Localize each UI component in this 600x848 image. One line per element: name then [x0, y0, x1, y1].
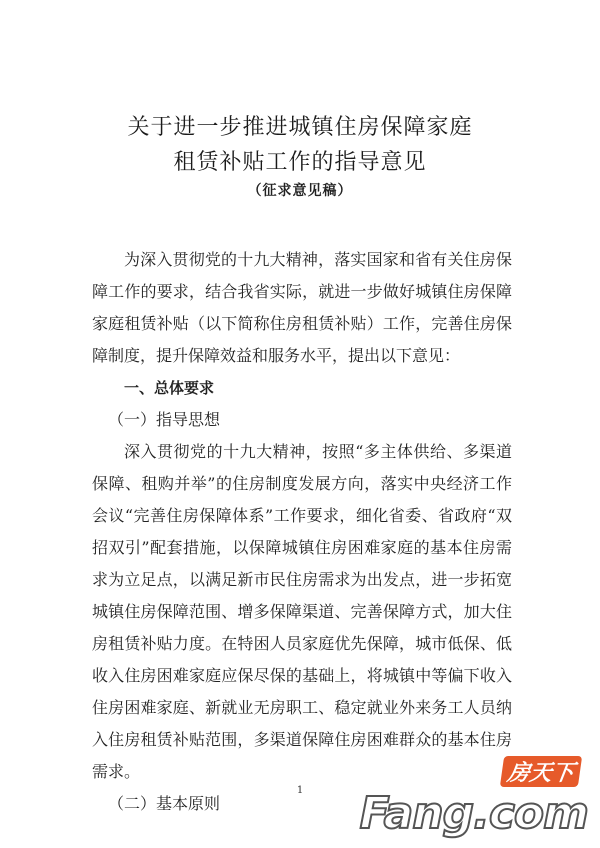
section-1-heading: 一、总体要求 [124, 379, 215, 397]
subsection-1-heading: （一）指导思想 [108, 410, 221, 429]
watermark-chinese-logo: 房天下 [500, 756, 582, 787]
subsection-1-paragraph: 深入贯彻党的十九大精神，按照“多主体供给、多渠道保障、租购并举”的住房制度发展方向，落实中央经济工作会议“完善住房保障体系”工作要求，细化省委、省政府“双招双引”配套措施，以保障城镇住房困难家庭的基本住房需求为立足点，以满足新市民住房需求为出发点，进一步拓宽城镇住房保障范围、增多保障渠道、完善保障方式，加大住房租赁补贴力度。在特困人员家庭优先保障，城市低保、低收入住房困难家庭应保尽保的基础上，将城镇中等偏下收入住房困难家庭、新就业无房职工、稳定就业外来务工人员纳入住房租赁补贴范围，多渠道保障住房困难群众的基本住房需求。 [92, 442, 512, 781]
document-subtitle: （征求意见稿） [247, 183, 353, 199]
document-body [92, 244, 512, 820]
intro-paragraph: 为深入贯彻党的十九大精神，落实国家和省有关住房保障工作的要求，结合我省实际，就进一步做好城镇住房保障家庭租赁补贴（以下简称住房租赁补贴）工作，完善住房保障制度，提升保障效益和服务水平，提出以下意见： [92, 250, 512, 365]
fang-com-watermark [359, 756, 588, 840]
document-title-line-2: 租赁补贴工作的指导意见 [173, 150, 427, 175]
subsection-2-heading: （二）基本原则 [108, 794, 221, 813]
page-number: 1 [296, 785, 304, 796]
watermark-english-logo: Fang.com [359, 788, 588, 839]
document-title-line-1: 关于进一步推进城镇住房保障家庭 [127, 115, 473, 140]
